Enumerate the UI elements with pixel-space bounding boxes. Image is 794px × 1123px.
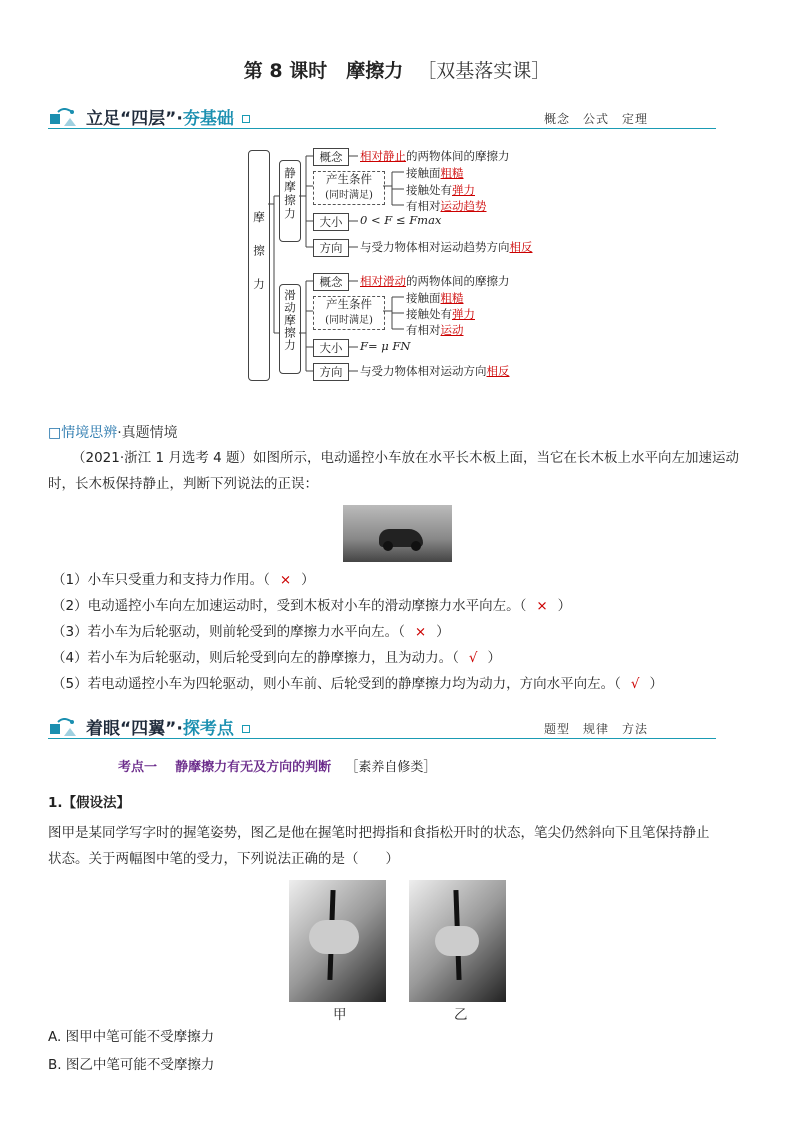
sliding-friction-box: 滑动摩擦力 [279, 284, 301, 374]
photo-jia [289, 880, 386, 1002]
static-concept-label: 概念 [313, 148, 349, 166]
statement-4: （4）若小车为后轮驱动，则后轮受到向左的静摩擦力，且为动力。（ √ ） [52, 650, 501, 666]
mindmap [0, 0, 794, 400]
static-cond-3: 有相对运动趋势 [406, 199, 487, 213]
statement-3: （3）若小车为后轮驱动，则前轮受到的摩擦力水平向左。（ × ） [52, 624, 450, 640]
static-cond-2: 接触处有弹力 [406, 183, 475, 197]
static-size-formula: 0 < F ≤ Fmax [360, 213, 442, 227]
topic-heading: 考点一 静摩擦力有无及方向的判断 ［素养自修类］ [118, 760, 437, 775]
static-size-label: 大小 [313, 213, 349, 231]
option-a: A. 图甲中笔可能不受摩擦力 [48, 1029, 215, 1045]
question-intro-2: 时，长木板保持静止，判断下列说法的正误： [48, 476, 318, 492]
sliding-size-label: 大小 [313, 339, 349, 357]
sliding-size-formula: F= μ FN [360, 339, 411, 353]
caption-yi: 乙 [454, 1007, 468, 1023]
sliding-direction-label: 方向 [313, 363, 349, 381]
sliding-condition-label: 产生条件 (同时满足) [313, 296, 385, 330]
situation-heading: □情境思辨·真题情境 [48, 425, 178, 441]
question-1-number: 1.【假设法】 [48, 795, 131, 811]
sliding-cond-1: 接触面粗糙 [406, 291, 464, 305]
static-direction-text: 与受力物体相对运动趋势方向相反 [360, 240, 533, 254]
banner-keywords: 概念 公式 定理 [538, 110, 654, 127]
caption-jia: 甲 [333, 1007, 347, 1023]
section-banner-exam [48, 712, 716, 742]
question-1-stem: 图甲是某同学写字时的握笔姿势，图乙是他在握笔时把拇指和食指松开时的状态，笔尖仍然斜向下且笔保持静止 状态。关于两幅图中笔的受力，下列说法正确的是（ ） [48, 825, 710, 867]
sliding-direction-text: 与受力物体相对运动方向相反 [360, 364, 510, 378]
option-b: B. 图乙中笔可能不受摩擦力 [48, 1057, 215, 1073]
car-photo [343, 505, 452, 562]
static-cond-1: 接触面粗糙 [406, 166, 464, 180]
page-title: 第 8 课时 摩擦力 ［双基落实课］ [243, 60, 551, 82]
question-intro: （2021·浙江 1 月选考 4 题）如图所示，电动遥控小车放在水平长木板上面，当它在长木板上水平向左加速运动 [72, 450, 739, 466]
section-icon [50, 718, 76, 738]
sliding-cond-2: 接触处有弹力 [406, 307, 475, 321]
root-box: 摩擦力 [248, 150, 270, 381]
sliding-concept-text: 相对滑动的两物体间的摩擦力 [360, 274, 510, 288]
static-friction-box: 静摩擦力 [279, 160, 301, 242]
statement-5: （5）若电动遥控小车为四轮驱动，则小车前、后轮受到的静摩擦力均为动力，方向水平向左。（ √ ） [52, 676, 663, 692]
statements-list [52, 567, 752, 697]
sliding-cond-3: 有相对运动 [406, 323, 464, 337]
statement-2: （2）电动遥控小车向左加速运动时，受到木板对小车的滑动摩擦力水平向左。（ × ） [52, 598, 572, 614]
static-condition-label: 产生条件 (同时满足) [313, 171, 385, 205]
static-direction-label: 方向 [313, 239, 349, 257]
banner-keywords: 题型 规律 方法 [538, 720, 654, 737]
statement-1: （1）小车只受重力和支持力作用。（ × ） [52, 572, 315, 588]
photo-yi [409, 880, 506, 1002]
banner-title: 立足“四层”·夯基础 [86, 104, 250, 129]
static-concept-text: 相对静止的两物体间的摩擦力 [360, 149, 510, 163]
banner-title: 着眼“四翼”·探考点 [86, 714, 250, 739]
sliding-concept-label: 概念 [313, 273, 349, 291]
